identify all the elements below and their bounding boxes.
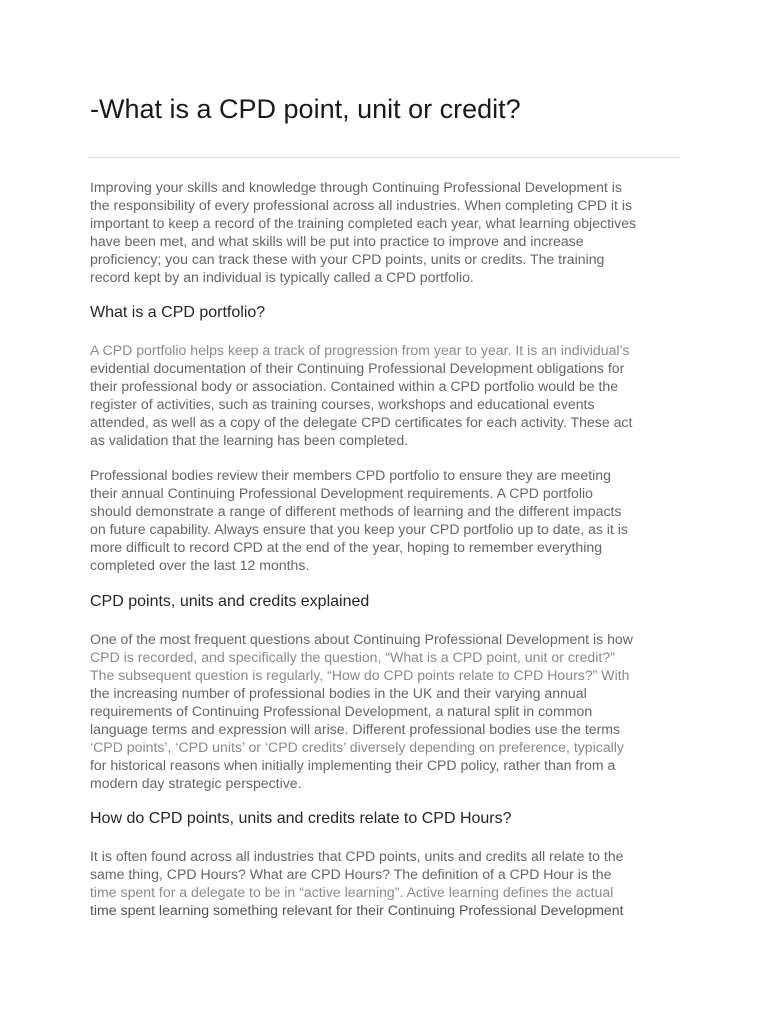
text-line: modern day strategic perspective.	[90, 775, 302, 791]
text-line: more difficult to record CPD at the end of the year, hoping to remember everything	[90, 539, 603, 555]
portfolio-paragraph-2	[90, 466, 628, 574]
text-line: their annual Continuing Professional Development requirements. A CPD portfolio	[90, 485, 593, 501]
text-line: CPD is recorded, and specifically the question, “What is a CPD point, unit or credit?”	[90, 649, 615, 665]
text-line: their professional body or association. Contained within a CPD portfolio would be the	[90, 378, 619, 394]
text-line: Improving your skills and knowledge through Continuing Professional Development is	[90, 179, 622, 195]
section-heading-cpd-portfolio: What is a CPD portfolio?	[90, 304, 266, 321]
text-line: have been met, and what skills will be put into practice to improve and increase	[90, 233, 584, 249]
text-line: same thing, CPD Hours? What are CPD Hours? The definition of a CPD Hour is the	[90, 866, 612, 882]
text-line: should demonstrate a range of different methods of learning and the different impacts	[90, 503, 622, 519]
text-line: requirements of Continuing Professional Development, a natural split in common	[90, 703, 593, 719]
text-line: time spent for a delegate to be in “active learning”. Active learning defines the actual	[90, 884, 614, 900]
hours-paragraph	[90, 847, 624, 919]
points-paragraph	[90, 630, 633, 792]
text-line: evidential documentation of their Continuing Professional Development obligations for	[90, 360, 625, 376]
text-line: ‘CPD points’, ‘CPD units’ or ‘CPD credits’ diversely depending on preference, typically	[90, 739, 624, 755]
intro-paragraph	[90, 178, 636, 286]
text-line: Professional bodies review their members CPD portfolio to ensure they are meeting	[90, 467, 611, 483]
text-line: the responsibility of every professional across all industries. When completing CPD it is	[90, 197, 633, 213]
text-line: A CPD portfolio helps keep a track of progression from year to year. It is an individual’s	[90, 342, 630, 358]
text-line: the increasing number of professional bodies in the UK and their varying annual	[90, 685, 587, 701]
text-line: record kept by an individual is typically called a CPD portfolio.	[90, 269, 474, 285]
text-line: proficiency; you can track these with your CPD points, units or credits. The training	[90, 251, 605, 267]
section-heading-cpd-hours: How do CPD points, units and credits relate to CPD Hours?	[90, 810, 512, 827]
text-line: One of the most frequent questions about Continuing Professional Development is how	[90, 631, 633, 647]
title-divider	[88, 157, 680, 158]
text-line: on future capability. Always ensure that you keep your CPD portfolio up to date, as it is	[90, 521, 628, 537]
text-line: completed over the last 12 months.	[90, 557, 310, 573]
section-heading-points-explained: CPD points, units and credits explained	[90, 593, 370, 610]
portfolio-paragraph-1	[90, 341, 632, 449]
text-line: language terms and expression will arise. Different professional bodies use the terms	[90, 721, 621, 737]
text-line: as validation that the learning has been completed.	[90, 432, 409, 448]
text-line: register of activities, such as training courses, workshops and educational events	[90, 396, 595, 412]
text-line: important to keep a record of the training completed each year, what learning objectives	[90, 215, 637, 231]
text-line: attended, as well as a copy of the delegate CPD certificates for each activity. These act	[90, 414, 633, 430]
text-line: The subsequent question is regularly, “How do CPD points relate to CPD Hours?” With	[90, 667, 630, 683]
page-title: -What is a CPD point, unit or credit?	[90, 94, 521, 124]
text-line: It is often found across all industries that CPD points, units and credits all relate to the	[90, 848, 624, 864]
text-line: for historical reasons when initially implementing their CPD policy, rather than from a	[90, 757, 616, 773]
text-line: time spent learning something relevant for their Continuing Professional Development	[90, 902, 624, 918]
